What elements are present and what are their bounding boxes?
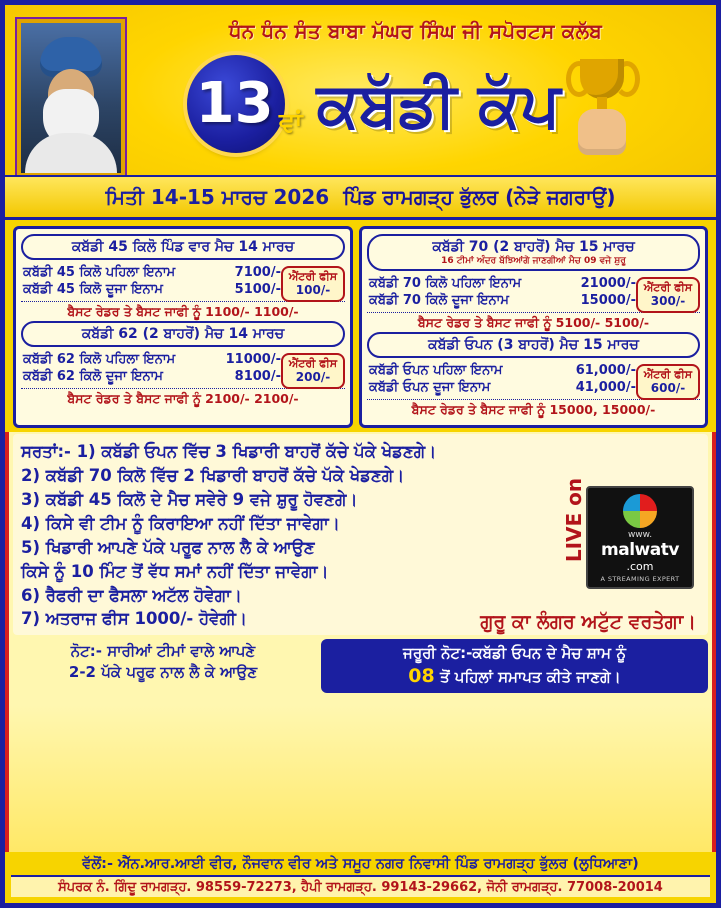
date-venue-bar (5, 175, 716, 217)
contacts-line: ਸੰਪਰਕ ਨੰ. ਗਿੰਦੂ ਰਾਮਗੜ੍ਹ. 98559-72273, ਹੈਪੀ ਰਾਮਗੜ੍ਹ. 99143-29662, ਜੋਨੀ ਰਾਮਗੜ੍ਹ. 77008-20014 (11, 875, 710, 897)
prize-amount: 21000/- (580, 276, 636, 291)
entry-fee-value: 100/- (295, 282, 331, 297)
event-date: ਮਿਤੀ 14-15 ਮਾਰਚ 2026 (105, 185, 330, 209)
event-venue: ਪਿੰਡ ਰਾਮਗੜ੍ਹ ਭੁੱਲਰ (ਨੇੜੇ ਜਗਰਾਉਂ) (343, 185, 616, 209)
entry-fee-label: ਐਂਟਰੀ ਫੀਸ (288, 270, 338, 283)
langar-note: ਗੁਰੂ ਕਾ ਲੰਗਰ ਅਟੁੱਟ ਵਰਤੇਗਾ। (480, 611, 696, 634)
channel-www: www. (627, 530, 653, 540)
prize-block (367, 275, 700, 309)
channel-name: malwatv (601, 540, 679, 560)
rule-item: 4) ਕਿਸੇ ਵੀ ਟੀਮ ਨੂੰ ਕਿਰਾਇਆ ਨਹੀਂ ਦਿੱਤਾ ਜਾਵੇਗਾ। (21, 513, 340, 533)
edition-suffix: ਵਾਂ (278, 108, 303, 138)
live-broadcast-block (562, 477, 698, 589)
prize-label: ਕਬੱਡੀ 70 ਕਿਲੋ ਪਹਿਲਾ ਇਨਾਮ (369, 276, 522, 291)
prize-label: ਕਬੱਡੀ ਓਪਨ ਪਹਿਲਾ ਇਨਾਮ (369, 363, 503, 378)
prize-line (21, 351, 283, 368)
prize-panel-right (359, 226, 708, 428)
entry-fee-value: 300/- (650, 293, 686, 308)
prize-amount: 7100/- (234, 265, 281, 280)
teams-note (13, 639, 313, 693)
best-player-line: ਬੈਸਟ ਰੇਡਰ ਤੇ ਬੈਸਟ ਜਾਫੀ ਨੂੰ 2100/- 2100/- (21, 388, 345, 408)
entry-fee-label: ਐਂਟਰੀ ਫੀਸ (643, 368, 693, 381)
category-heading-text: ਕਬੱਡੀ 62 (2 ਬਾਹਰੋਂ) ਮੈਚ 14 ਮਾਰਚ (81, 326, 285, 342)
prize-label: ਕਬੱਡੀ 62 ਕਿਲੋ ਪਹਿਲਾ ਇਨਾਮ (23, 352, 176, 367)
edition-badge (183, 53, 311, 157)
swirl-icon (623, 494, 657, 528)
entry-fee-label: ਐਂਟਰੀ ਫੀਸ (643, 281, 693, 294)
title-row (115, 49, 708, 161)
prize-line (367, 275, 638, 292)
category-heading (367, 234, 700, 271)
poster-footer (5, 852, 716, 903)
rule-item: 2) ਕਬੱਡੀ 70 ਕਿਲੋ ਵਿੱਚ 2 ਖਿਡਾਰੀ ਬਾਹਰੋਂ ਕੱਚੇ ਪੱਕੇ ਖੇਡਣਗੇ। (21, 465, 405, 485)
channel-com: .com (626, 560, 654, 573)
rule-item: 6) ਰੈਫਰੀ ਦਾ ਫੈਸਲਾ ਅਟੱਲ ਹੋਵੇਗਾ। (21, 585, 242, 605)
entry-fee-badge (281, 266, 345, 302)
edition-number: 13 (195, 70, 274, 136)
entry-fee-value: 200/- (295, 369, 331, 384)
rule-item: 5) ਖਿਡਾਰੀ ਆਪਣੇ ਪੱਕੇ ਪਰੂਫ ਨਾਲ ਲੈ ਕੇ ਆਉਣ (21, 537, 315, 557)
prize-line (21, 281, 283, 298)
malwatv-logo (586, 486, 694, 589)
rules-prefix: ਸਰਤਾਂ:- (21, 442, 71, 461)
teams-note-line2: 2-2 ਪੱਕੇ ਪਰੂਫ ਨਾਲ ਲੈ ਕੇ ਆਉਣ (68, 662, 258, 681)
channel-tagline: A STREAMING EXPERT (600, 575, 680, 583)
entry-fee-value: 600/- (650, 380, 686, 395)
prize-line (367, 362, 638, 379)
category-heading (21, 234, 345, 260)
trophy-cup (580, 59, 624, 99)
prize-amount: 11000/- (225, 352, 281, 367)
entry-fee-badge (636, 277, 700, 313)
prize-block (21, 264, 345, 298)
best-player-line: ਬੈਸਟ ਰੇਡਰ ਤੇ ਬੈਸਟ ਜਾਫੀ ਨੂੰ 5100/- 5100/- (367, 312, 700, 332)
teams-note-line1: ਨੋਟ:- ਸਾਰੀਆਂ ਟੀਮਾਂ ਵਾਲੇ ਆਪਣੇ (70, 642, 256, 661)
entry-fee-badge (281, 353, 345, 389)
entry-fee-badge (636, 364, 700, 400)
hand-icon (578, 109, 626, 155)
prize-line (367, 292, 638, 309)
poster-header (5, 5, 716, 220)
prize-block (21, 351, 345, 385)
organizers-line: ਵੱਲੋਂ:- ਐੱਨ.ਆਰ.ਆਈ ਵੀਰ, ਨੌਜਵਾਨ ਵੀਰ ਅਤੇ ਸਮੂਹ ਨਗਰ ਨਿਵਾਸੀ ਪਿੰਡ ਰਾਮਗੜ੍ਹ ਭੁੱਲਰ (ਲੁਧਿਆਣਾ) (82, 856, 639, 872)
trophy-icon (566, 53, 640, 157)
prize-label: ਕਬੱਡੀ 62 ਕਿਲੋ ਦੂਜਾ ਇਨਾਮ (23, 369, 163, 384)
important-note-line1: ਜਰੂਰੀ ਨੋਟ:-ਕਬੱਡੀ ਓਪਨ ਦੇ ਮੈਚ ਸ਼ਾਮ ਨੂੰ (403, 644, 626, 663)
important-note-line2 (327, 664, 702, 690)
closing-time: 08 (408, 664, 435, 687)
category-heading (21, 321, 345, 347)
prize-amount: 41,000/- (575, 380, 636, 395)
event-title: ਕਬੱਡੀ ਕੱਪ (316, 68, 561, 141)
rules-row (21, 440, 700, 464)
prize-panel-left (13, 226, 353, 428)
prize-amount: 61,000/- (575, 363, 636, 378)
rules-section (13, 434, 708, 635)
category-heading (367, 332, 700, 358)
prize-amount: 8100/- (234, 369, 281, 384)
club-name: ਧੰਨ ਧੰਨ ਸੰਤ ਬਾਬਾ ਮੱਘਰ ਸਿੰਘ ਜੀ ਸਪੋਰਟਸ ਕਲੱਬ (229, 19, 602, 43)
entry-fee-label: ਐਂਟਰੀ ਫੀਸ (288, 357, 338, 370)
rule-item: 3) ਕਬੱਡੀ 45 ਕਿਲੋ ਦੇ ਮੈਚ ਸਵੇਰੇ 9 ਵਜੇ ਸ਼ੁਰੂ ਹੋਵਣਗੇ। (21, 489, 358, 509)
prize-label: ਕਬੱਡੀ 45 ਕਿਲੋ ਪਹਿਲਾ ਇਨਾਮ (23, 265, 176, 280)
best-player-line: ਬੈਸਟ ਰੇਡਰ ਤੇ ਬੈਸਟ ਜਾਫੀ ਨੂੰ 15000, 15000/- (367, 399, 700, 419)
important-note (321, 639, 708, 693)
rule-item: 7) ਅਤਰਾਜ ਫੀਸ 1000/- ਹੋਵੇਗੀ। (21, 609, 248, 629)
rule-item: 1) ਕਬੱਡੀ ਓਪਨ ਵਿੱਚ 3 ਖਿਡਾਰੀ ਬਾਹਰੋਂ ਕੱਚੇ ਪੱਕੇ ਖੇਡਣਗੇ। (76, 442, 437, 461)
category-subheading: 16 ਟੀਮਾਂ ਅੰਦਰ ਬੱਝਿਆਂਗੇ ਜਾਣਗੀਆਂ ਮੈਚ 09 ਵਜੇ ਸ਼ੁਰੂ (441, 256, 626, 266)
notes-section (13, 639, 708, 693)
prize-panels (5, 220, 716, 432)
prize-line (367, 379, 638, 396)
prize-line (21, 368, 283, 385)
category-heading-text: ਕਬੱਡੀ 45 ਕਿਲੋ ਪਿੰਡ ਵਾਰ ਮੈਚ 14 ਮਾਰਚ (71, 239, 295, 255)
prize-amount: 15000/- (580, 293, 636, 308)
closing-time-text: ਤੋਂ ਪਹਿਲਾਂ ਸਮਾਪਤ ਕੀਤੇ ਜਾਣਗੇ। (439, 667, 621, 686)
prize-line (21, 264, 283, 281)
saint-portrait (17, 19, 125, 177)
prize-block (367, 362, 700, 396)
category-heading-text: ਕਬੱਡੀ ਓਪਨ (3 ਬਾਹਰੋਂ) ਮੈਚ 15 ਮਾਰਚ (428, 337, 639, 353)
prize-label: ਕਬੱਡੀ ਓਪਨ ਦੂਜਾ ਇਨਾਮ (369, 380, 491, 395)
prize-label: ਕਬੱਡੀ 45 ਕਿਲੋ ਦੂਜਾ ਇਨਾਮ (23, 282, 163, 297)
robe-shape (25, 133, 117, 177)
best-player-line: ਬੈਸਟ ਰੇਡਰ ਤੇ ਬੈਸਟ ਜਾਫੀ ਨੂੰ 1100/- 1100/- (21, 301, 345, 321)
live-on-label: LIVE on (562, 477, 587, 563)
prize-amount: 5100/- (234, 282, 281, 297)
prize-label: ਕਬੱਡੀ 70 ਕਿਲੋ ਦੂਜਾ ਇਨਾਮ (369, 293, 509, 308)
category-heading-text: ਕਬੱਡੀ 70 (2 ਬਾਹਰੋਂ) ਮੈਚ 15 ਮਾਰਚ (432, 239, 635, 255)
rule-item-continued: ਕਿਸੇ ਨੂੰ 10 ਮਿੰਟ ਤੋਂ ਵੱਧ ਸਮਾਂ ਨਹੀਂ ਦਿੱਤਾ ਜਾਵੇਗਾ। (21, 561, 329, 581)
